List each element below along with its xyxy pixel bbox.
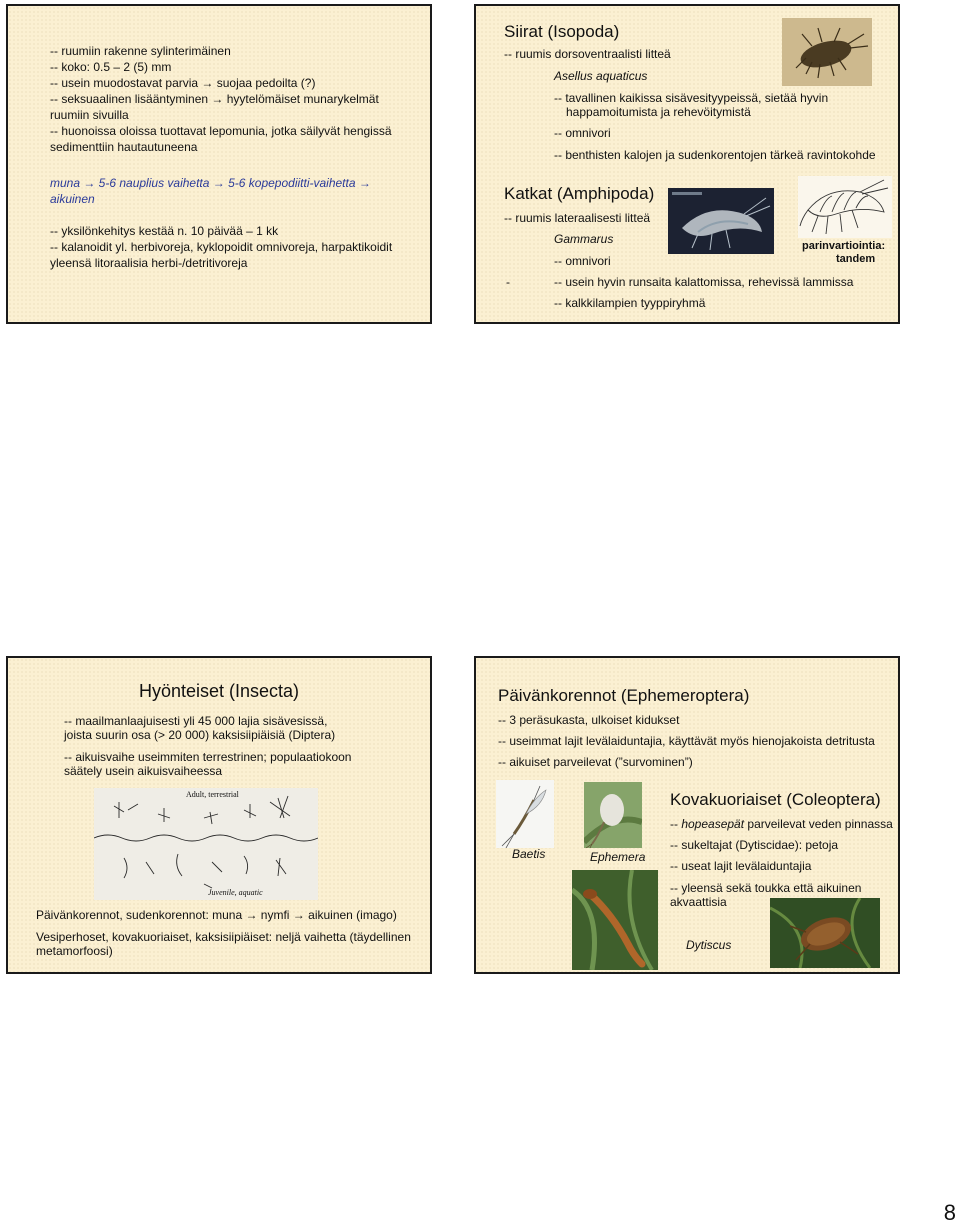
text-line: -- kalkkilampien tyyppiryhmä [554,296,706,310]
dytiscus-caption: Dytiscus [686,938,732,952]
text-line: -- ruumiin rakenne sylinterimäinen [50,44,231,58]
slide-title: Hyönteiset (Insecta) [138,681,300,701]
page-number: 8 [943,1200,956,1225]
figure-label: Adult, terrestrial [186,790,239,799]
text-line: -- omnivori [554,254,611,268]
text: parveilevat veden pinnassa [744,817,893,831]
ephemeroptera-title: Päivänkorennot (Ephemeroptera) [498,686,750,705]
coleoptera-title: Kovakuoriaiset (Coleoptera) [670,790,881,809]
text-line: säätely usein aikuisvaiheessa [64,764,223,778]
text-line: -- koko: 0.5 – 2 (5) mm [50,60,172,74]
slide-ephemeroptera-coleoptera [474,656,900,974]
text-line: -- tavallinen kaikissa sisävesityypeissä, sietää hyvin [554,91,829,105]
text-line: -- yleensä sekä toukka että aikuinen [670,881,862,895]
text-line: -- useimmat lajit levälaiduntajia, käyttävät myös hienojakoista detritusta [498,734,875,748]
text-line: akvaattisia [670,895,727,909]
dash: -- [670,817,682,831]
life-cycle-line: aikuinen [50,192,95,206]
pairing-label: tandem [836,253,876,265]
italic-term: hopeasepät [681,817,745,831]
text-line: Vesiperhoset, kovakuoriaiset, kaksisiipiäiset: neljä vaihetta (täydellinen [36,930,411,944]
text-line: -- benthisten kalojen ja sudenkorentojen tärkeä ravintokohde [554,148,876,162]
bullet-dash: - [506,275,510,289]
beetle-larva-photo [572,870,658,970]
text-line: -- seksuaalinen lisääntyminen → hyytelömäiset munarykelmät [50,92,379,106]
text-line: -- huonoissa oloissa tuottavat lepomunia, jotka säilyvät hengissä [50,124,392,138]
baetis-photo [496,780,554,848]
text-line: -- omnivori [554,126,611,140]
amphipoda-title: Katkat (Amphipoda) [504,184,655,203]
text-line: -- useat lajit levälaiduntajia [670,859,812,873]
insect-lifecycle-figure [94,788,318,900]
baetis-caption: Baetis [512,847,546,861]
text-line: joista suurin osa (> 20 000) kaksisiipiäisiä (Diptera) [64,728,336,742]
text-line: -- kalanoidit yl. herbivoreja, kyklopoidit omnivoreja, harpaktikoidit [50,240,393,254]
species-name: Gammarus [554,232,614,246]
text-line: yleensä litoraalisia herbi-/detritivoreja [50,256,248,270]
amphipod-drawing [798,176,892,238]
pairing-label: parinvartiointia: [802,240,886,252]
ephemera-caption: Ephemera [590,850,646,864]
text-line: -- aikuiset parveilevat (”survominen”) [498,755,693,769]
figure-label: Juvenile, aquatic [208,888,263,897]
slide-insecta [6,656,432,974]
text-line: -- usein muodostavat parvia → suojaa pedoilta (?) [50,76,316,90]
slide-copepoda [6,4,432,324]
ephemera-photo [584,782,642,848]
text-line: sedimenttiin hautautuneena [50,140,198,154]
text-line: -- 3 peräsukasta, ulkoiset kidukset [498,713,680,727]
text-line: -- sukeltajat (Dytiscidae): petoja [670,838,839,852]
text-line: -- ruumis dorsoventraalisti litteä [504,47,671,61]
asellus-photo [782,18,872,86]
text-line: metamorfoosi) [36,944,113,958]
text-line: -- ruumis lateraalisesti litteä [504,211,651,225]
slide-isopoda-amphipoda [474,4,900,324]
text-line: -- aikuisvaihe useimmiten terrestrinen; populaatiokoon [64,750,352,764]
text-line: -- yksilönkehitys kestää n. 10 päivää – 1 kk [50,224,279,238]
dytiscus-photo [770,898,880,968]
text-line: -- maailmanlaajuisesti yli 45 000 lajia sisävesissä, [64,714,328,728]
text-line: ruumiin sivuilla [50,108,129,122]
text-line: happamoitumista ja rehevöitymistä [566,105,751,119]
isopoda-title: Siirat (Isopoda) [504,22,620,41]
text-line: Päivänkorennot, sudenkorennot: muna → nymfi → aikuinen (imago) [36,908,397,922]
text-line: -- usein hyvin runsaita kalattomissa, rehevissä lammissa [554,275,854,289]
gammarus-photo [668,188,774,254]
species-name: Asellus aquaticus [554,69,648,83]
life-cycle-line: muna → 5-6 nauplius vaihetta → 5-6 kopepodiitti-vaihetta → [50,176,371,190]
text-line [670,817,893,832]
